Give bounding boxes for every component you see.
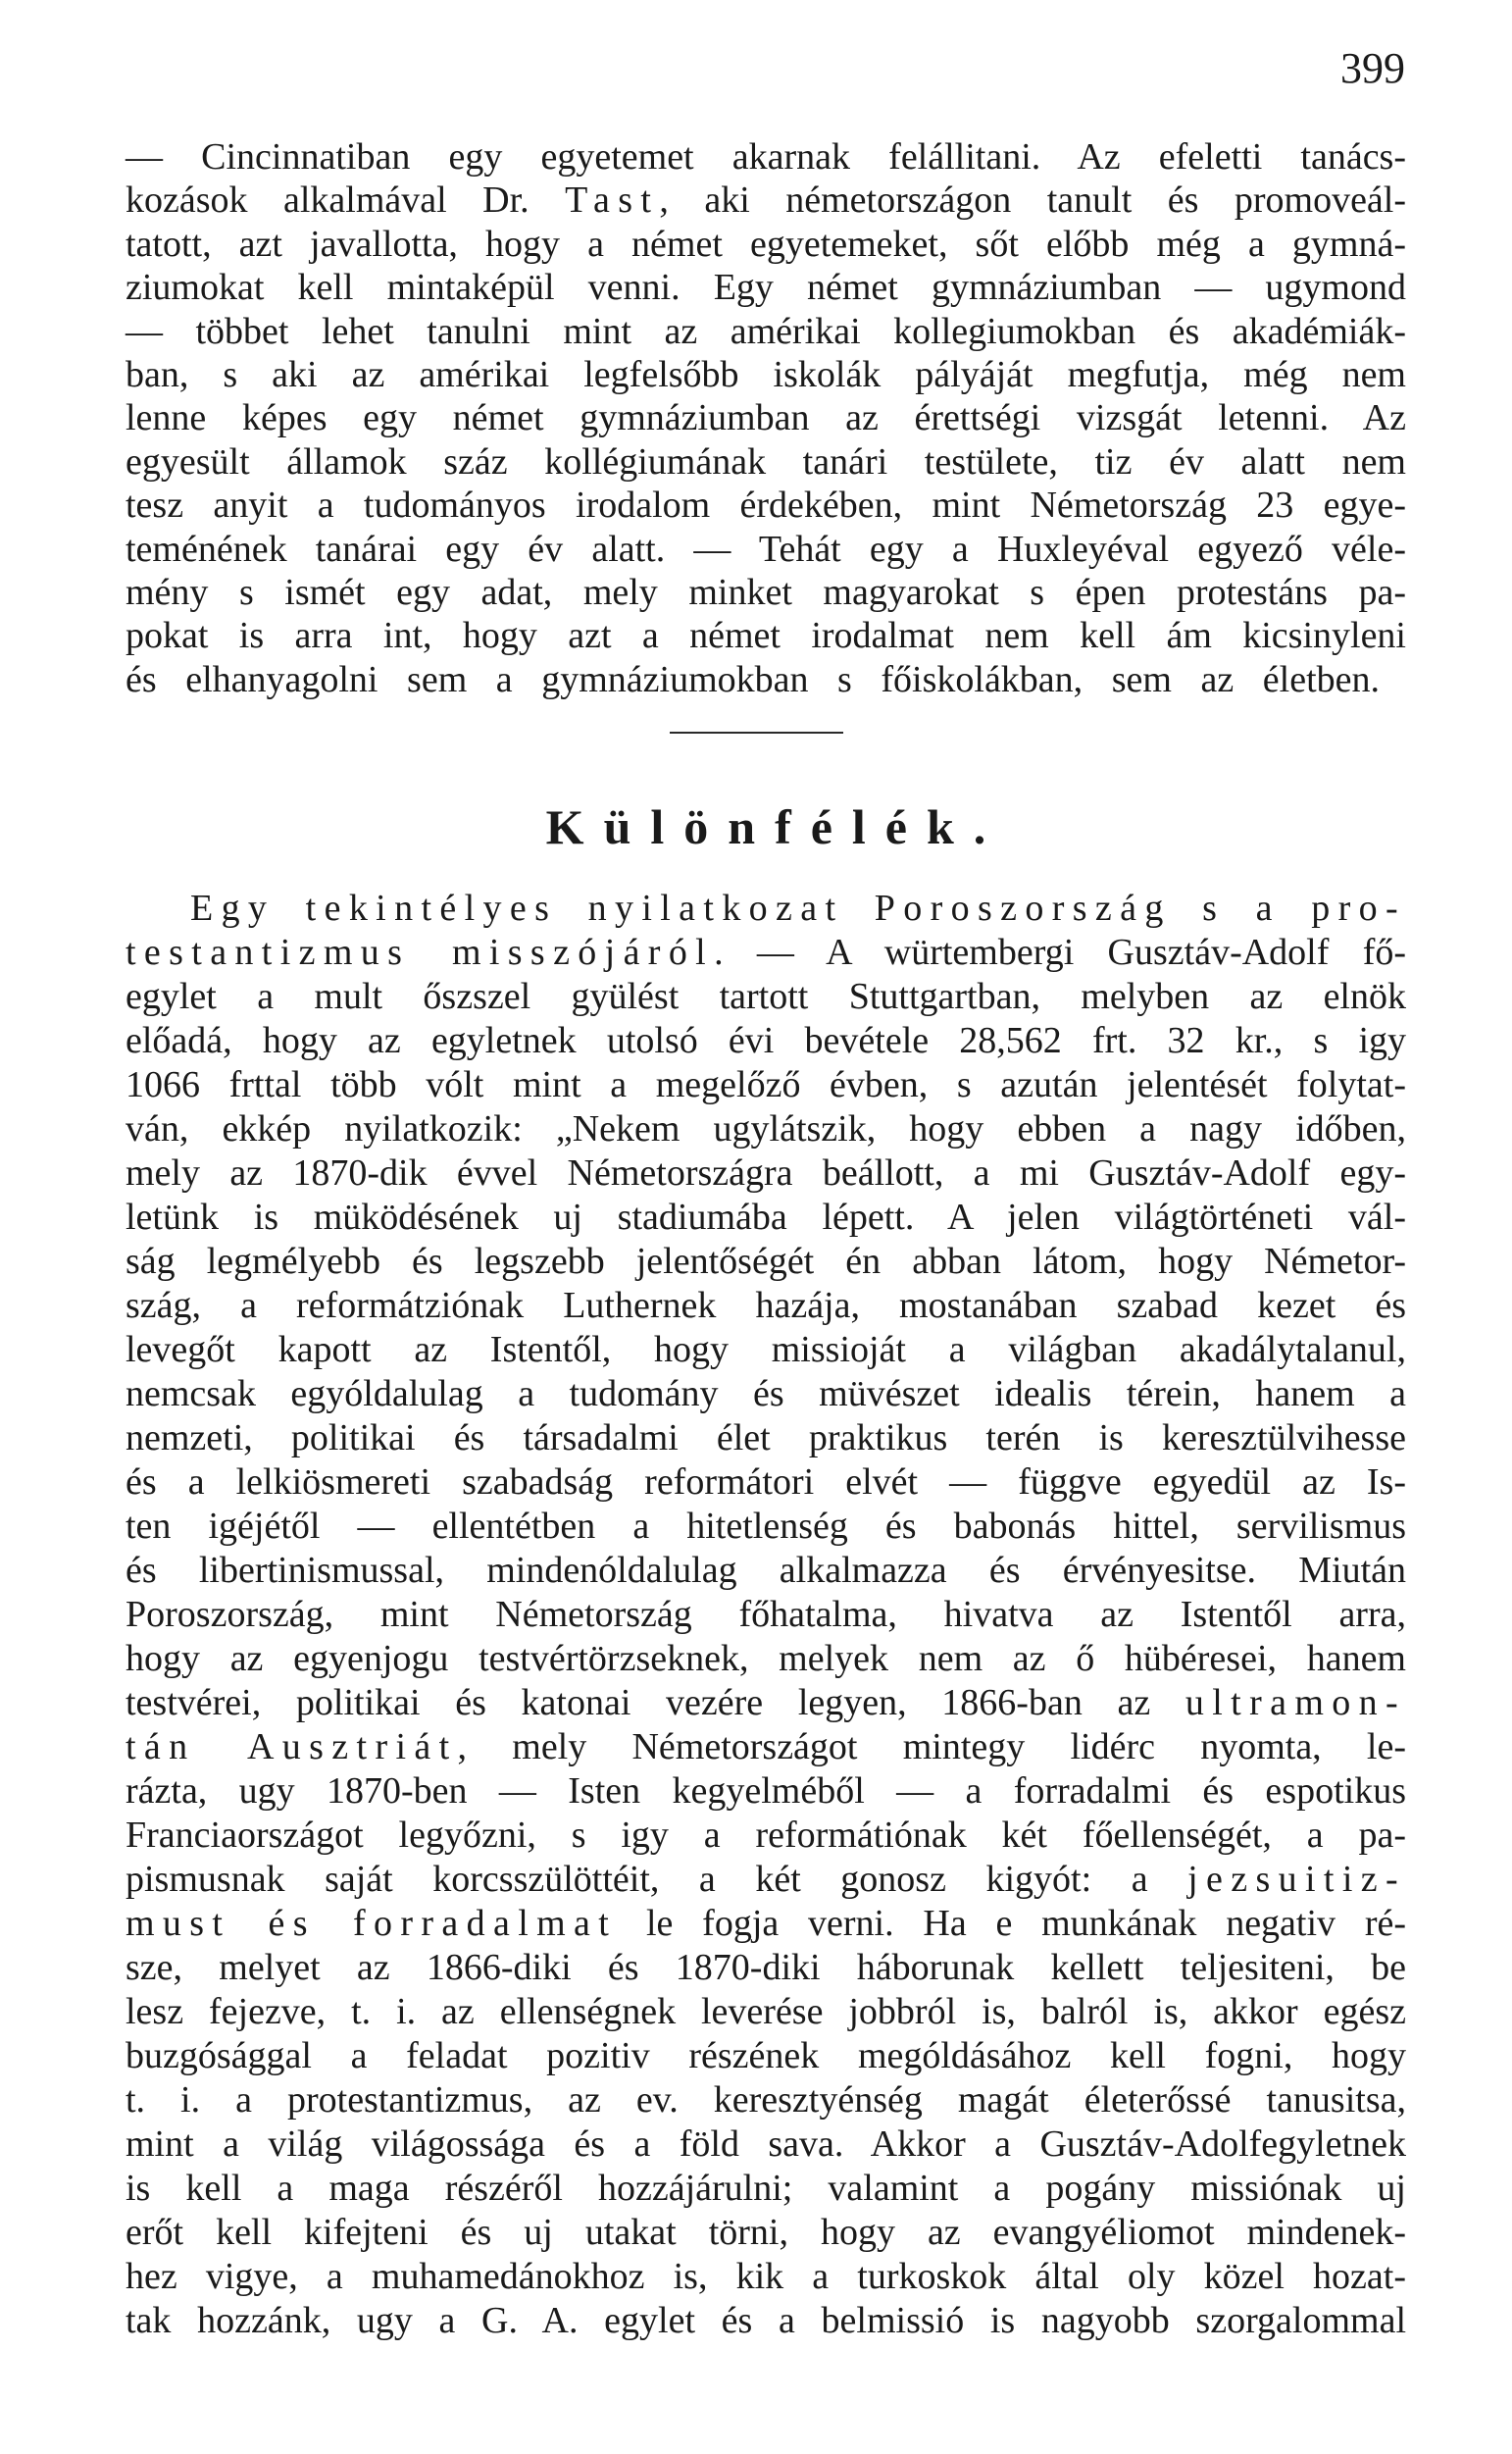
text-run: mint a világ világossága és a föld sava. Akkor a Gusztáv-Adolfegyletnek xyxy=(126,2123,1406,2165)
text-line xyxy=(126,135,1406,179)
text-line xyxy=(126,1858,1406,1902)
text-run: nemcsak egyóldalulag a tudomány és müvészet idealis térein, hanem a xyxy=(126,1373,1406,1414)
spaced-emphasis-text: Tast xyxy=(565,179,660,222)
text-run: buzgósággal a feladat pozitiv részének mególdásához kell fogni, hogy xyxy=(126,2035,1406,2076)
text-run: teménének tanárai egy év alatt. — Tehát egy a Huxleyéval egyező véle- xyxy=(126,528,1406,570)
text-run: . — A würtembergi Gusztáv-Adolf fő- xyxy=(714,932,1407,973)
text-line xyxy=(126,2034,1406,2078)
text-line xyxy=(126,571,1406,614)
text-line xyxy=(126,2255,1406,2299)
spaced-emphasis-text: must és forradalmat xyxy=(126,1903,618,1944)
text-run: ság legmélyebb és legszebb jelentőségét én abban látom, hogy Németor- xyxy=(126,1241,1406,1282)
paragraph xyxy=(126,887,1406,2343)
text-line xyxy=(126,1902,1406,1946)
spaced-emphasis-text: testantizmus misszójáról xyxy=(126,932,715,973)
text-line xyxy=(126,223,1406,266)
text-run: mely az 1870-dik évvel Németországra beállott, a mi Gusztáv-Adolf egy- xyxy=(126,1152,1406,1194)
text-run: pismusnak saját korcsszülöttéit, a két gonosz kigyót: a xyxy=(126,1859,1188,1900)
text-run: is kell a maga részéről hozzájárulni; valamint a pogány missiónak uj xyxy=(126,2168,1406,2209)
text-run: lesz fejezve, t. i. az ellenségnek leverése jobbról is, balról is, akkor egész xyxy=(126,1991,1406,2032)
text-run: mény s ismét egy adat, mely minket magyarokat s épen protestáns pa- xyxy=(126,572,1406,614)
text-line xyxy=(126,931,1406,975)
text-line xyxy=(126,1946,1406,1990)
text-run: levegőt kapott az Istentől, hogy missioját a világban akadálytalanul, xyxy=(126,1329,1406,1370)
text-line xyxy=(126,1416,1406,1460)
text-line xyxy=(126,614,1406,657)
section-heading: Különfélék. xyxy=(545,799,1006,854)
text-run: tesz anyit a tudományos irodalom érdekében, mint Németország 23 egye- xyxy=(126,485,1406,527)
text-run: 1066 frttal több vólt mint a megelőző évben, s azután jelentését folytat- xyxy=(126,1064,1406,1105)
text-line xyxy=(126,2167,1406,2211)
text-run: hogy az egyenjogu testvértörzseknek, melyek nem az ő hübéresei, hanem xyxy=(126,1638,1406,1679)
text-line xyxy=(126,975,1406,1019)
spaced-emphasis-text: Egy tekintélyes nyilatkozat Poroszország s a pro- xyxy=(190,888,1406,929)
text-line xyxy=(126,1549,1406,1593)
spaced-emphasis-text: tán Ausztriát xyxy=(126,1726,458,1767)
text-line xyxy=(126,1681,1406,1725)
text-line xyxy=(126,1990,1406,2034)
text-line xyxy=(126,353,1406,396)
text-run: pokat is arra int, hogy azt a német irodalmat nem kell ám kicsinyleni xyxy=(126,615,1406,657)
text-run: — többet lehet tanulni mint az amérikai kollegiumokban és akadémiák- xyxy=(126,310,1406,352)
text-line xyxy=(126,1593,1406,1637)
text-run: egyesült államok száz kollégiumának tanári testülete, tiz év alatt nem xyxy=(126,440,1406,483)
text-run: tatott, azt javallotta, hogy a német egyetemeket, sőt előbb még a gymná- xyxy=(126,223,1406,265)
text-line xyxy=(126,1019,1406,1063)
text-line xyxy=(126,1505,1406,1549)
text-line xyxy=(126,2122,1406,2167)
text-run: rázta, ugy 1870-ben — Isten kegyelméből — a forradalmi és espotikus xyxy=(126,1770,1406,1812)
text-line xyxy=(126,1460,1406,1505)
text-line xyxy=(126,1240,1406,1284)
text-run: — Cincinnatiban egy egyetemet akarnak felállitani. Az efeletti tanács- xyxy=(126,136,1406,178)
text-run: Poroszország, mint Németország főhatalma, hivatva az Istentől arra, xyxy=(126,1594,1406,1635)
text-run: testvérei, politikai és katonai vezére legyen, 1866-ban az xyxy=(126,1682,1185,1723)
text-run: egylet a mult őszszel gyülést tartott Stuttgartban, melyben az elnök xyxy=(126,976,1406,1017)
text-line xyxy=(126,1284,1406,1328)
text-run: hez vigye, a muhamedánokhoz is, kik a turkoskok által oly közel hozat- xyxy=(126,2256,1406,2297)
text-line xyxy=(126,1372,1406,1416)
text-line xyxy=(126,484,1406,527)
text-run: tak hozzánk, ugy a G. A. egylet és a belmissió is nagyobb szorgalommal xyxy=(126,2300,1406,2341)
text-line xyxy=(126,440,1406,484)
text-run: nemzeti, politikai és társadalmi élet praktikus terén is keresztülvihesse xyxy=(126,1417,1406,1458)
text-line xyxy=(126,310,1406,353)
spaced-emphasis-text: jezsuitiz- xyxy=(1187,1859,1406,1900)
text-line xyxy=(126,179,1406,222)
text-run: letünk is müködésének uj stadiumába lépett. A jelen világtörténeti vál- xyxy=(126,1197,1406,1238)
text-run: t. i. a protestantizmus, az ev. keresztyénség magát életerőssé tanusitsa, xyxy=(126,2079,1406,2121)
text-run: lenne képes egy német gymnáziumban az érettségi vizsgát letenni. Az xyxy=(126,397,1406,439)
text-line xyxy=(126,1107,1406,1151)
text-line xyxy=(126,1769,1406,1814)
text-run: és libertinismussal, mindenóldalulag alkalmazza és érvényesitse. Miután xyxy=(126,1550,1406,1591)
text-run: ten igéjétől — ellentétben a hitetlenség és babonás hittel, servilismus xyxy=(126,1506,1406,1547)
text-line xyxy=(126,1328,1406,1372)
text-line xyxy=(126,1725,1406,1769)
text-run: sze, melyet az 1866-diki és 1870-diki háborunak kellett teljesiteni, be xyxy=(126,1947,1406,1988)
text-line xyxy=(126,1814,1406,1858)
text-line xyxy=(126,1637,1406,1681)
text-run: le fogja verni. Ha e munkának negativ ré- xyxy=(617,1903,1406,1944)
text-line xyxy=(126,1063,1406,1107)
text-line xyxy=(126,2211,1406,2255)
text-run: erőt kell kifejteni és uj utakat törni, hogy az evangyéliomot mindenek- xyxy=(126,2212,1406,2253)
text-line xyxy=(126,1151,1406,1196)
section-divider xyxy=(670,732,843,734)
text-line xyxy=(126,528,1406,571)
text-run: ziumokat kell mintaképül venni. Egy német gymnáziumban — ugymond xyxy=(126,267,1406,309)
text-line xyxy=(126,2078,1406,2122)
text-run: kozások alkalmával Dr. xyxy=(126,179,566,222)
spaced-emphasis-text: ultramon- xyxy=(1184,1682,1406,1723)
paragraph xyxy=(126,135,1406,701)
text-run: és a lelkiösmereti szabadság reformátori elvét — függve egyedül az Is- xyxy=(126,1461,1406,1503)
text-line xyxy=(126,396,1406,439)
text-line xyxy=(126,658,1406,701)
text-run: Franciaországot legyőzni, s igy a reformátiónak két főellenségét, a pa- xyxy=(126,1815,1406,1856)
text-run: ban, s aki az amérikai legfelsőbb iskolák pályáját megfutja, még nem xyxy=(126,354,1406,396)
page-number: 399 xyxy=(1340,44,1405,92)
text-run: , aki németországon tanult és promoveál- xyxy=(659,179,1407,222)
text-run: ván, ekkép nyilatkozik: „Nekem ugylátszik, hogy ebben a nagy időben, xyxy=(126,1108,1406,1150)
text-run: szág, a reformátziónak Luthernek hazája, mostanában szabad kezet és xyxy=(126,1285,1406,1326)
text-run: és elhanyagolni sem a gymnáziumokban s főiskolákban, sem az életben. xyxy=(126,658,1380,700)
text-run: , mely Németországot mintegy lidérc nyomta, le- xyxy=(457,1726,1406,1767)
text-line xyxy=(126,266,1406,309)
text-line xyxy=(126,1196,1406,1240)
text-line xyxy=(126,2299,1406,2343)
text-line xyxy=(126,887,1406,931)
text-run: előadá, hogy az egyletnek utolsó évi bevétele 28,562 frt. 32 kr., s igy xyxy=(126,1020,1406,1061)
